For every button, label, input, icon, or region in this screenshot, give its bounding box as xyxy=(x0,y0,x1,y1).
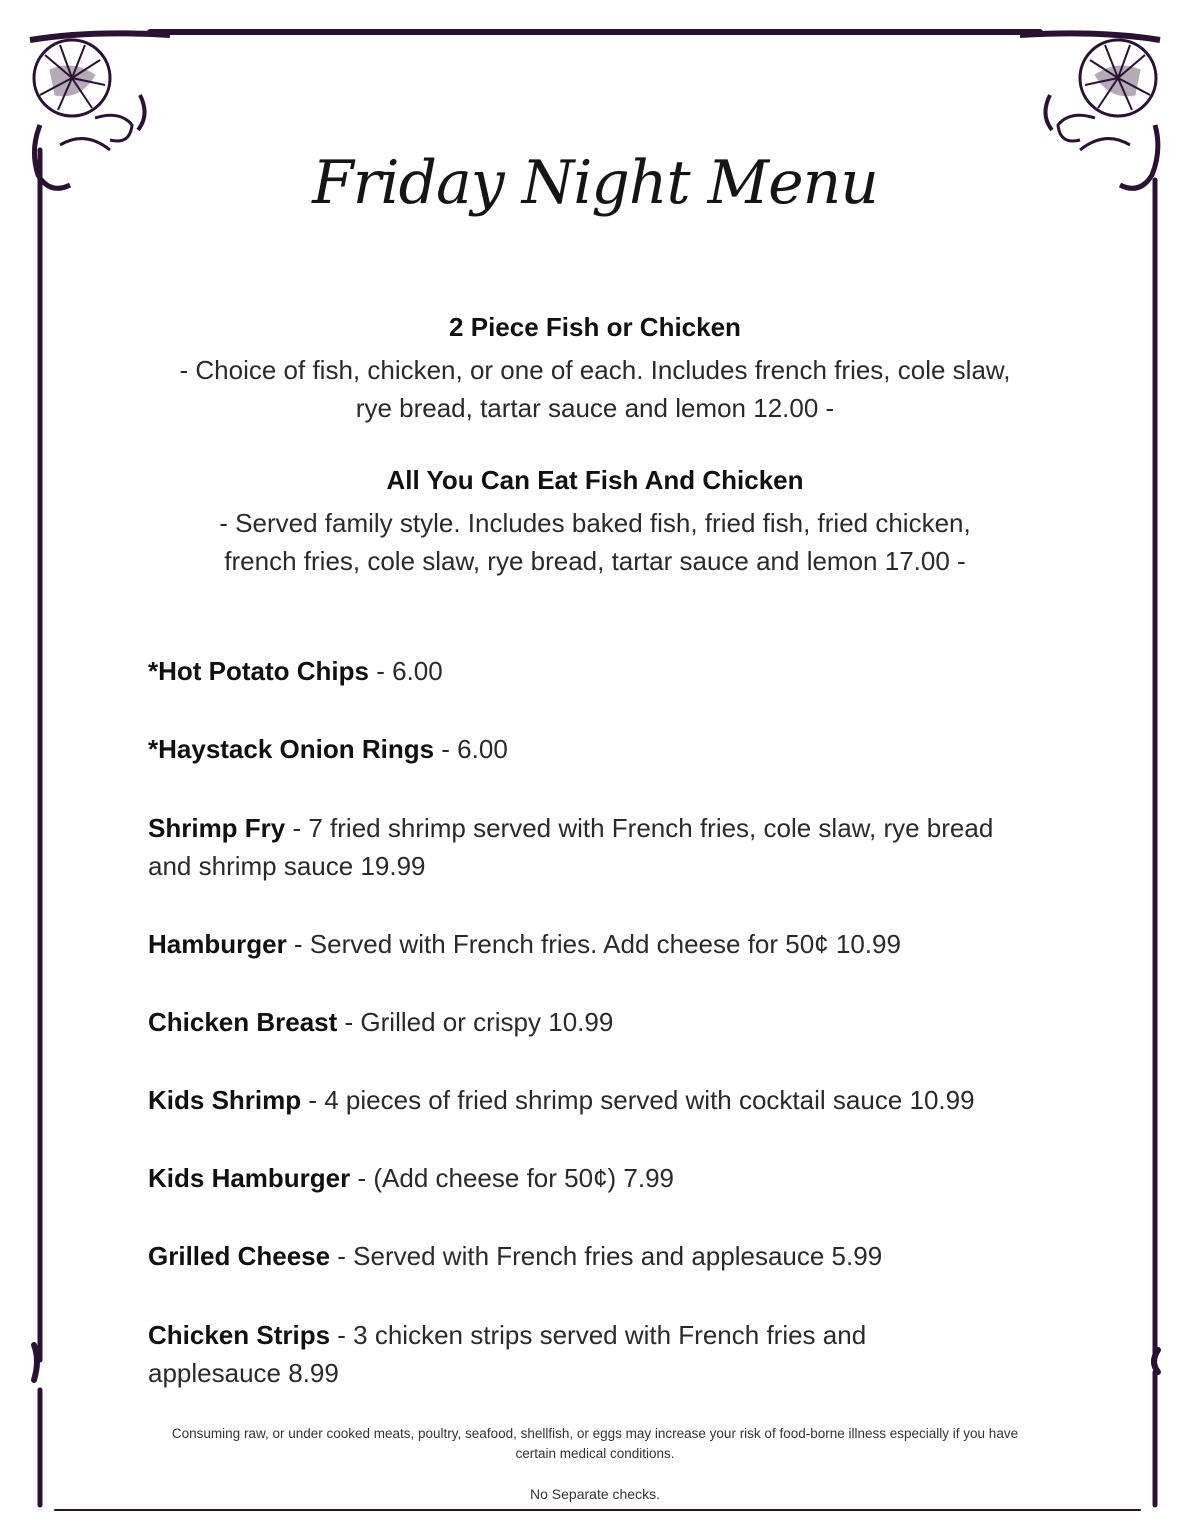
item-name: Hamburger xyxy=(148,929,287,959)
menu-item xyxy=(148,809,998,885)
item-name: Kids Shrimp xyxy=(148,1085,302,1115)
special-name: 2 Piece Fish or Chicken xyxy=(449,312,741,342)
special-item xyxy=(130,465,1060,580)
menu-item xyxy=(148,730,1028,768)
item-name: Grilled Cheese xyxy=(148,1241,331,1271)
item-name: Kids Hamburger xyxy=(148,1163,351,1193)
item-name: *Haystack Onion Rings xyxy=(148,734,435,764)
special-name: All You Can Eat Fish And Chicken xyxy=(386,465,804,495)
food-safety-disclaimer: Consuming raw, or under cooked meats, poultry, seafood, shellfish, or eggs may increase your risk of food-borne illness especially if you have certain medical conditions. xyxy=(171,1426,1019,1461)
special-desc-line: - Served family style. Includes baked fish, fried fish, fried chicken, xyxy=(219,508,971,538)
no-separate-checks-note: No Separate checks. xyxy=(530,1486,660,1502)
item-desc: - Grilled or crispy 10.99 xyxy=(337,1007,614,1037)
item-name: Chicken Strips xyxy=(148,1320,331,1350)
menu-item xyxy=(148,1159,1028,1197)
item-name: Chicken Breast xyxy=(148,1007,338,1037)
item-name: *Hot Potato Chips xyxy=(148,656,369,686)
item-desc: - 3 chicken strips served with French fries and applesauce 8.99 xyxy=(148,1320,867,1388)
item-name: Shrimp Fry xyxy=(148,813,286,843)
item-desc: - 6.00 xyxy=(434,734,508,764)
item-desc: - 7 fried shrimp served with French fries, cole slaw, rye bread and shrimp sauce 19.99 xyxy=(148,813,994,881)
special-desc-line: - Choice of fish, chicken, or one of each. Includes french fries, cole slaw, xyxy=(179,355,1011,385)
special-desc-line: french fries, cole slaw, rye bread, tartar sauce and lemon 17.00 - xyxy=(224,546,966,576)
item-desc: - 6.00 xyxy=(369,656,443,686)
item-desc: - (Add cheese for 50¢) 7.99 xyxy=(350,1163,675,1193)
special-desc-line: rye bread, tartar sauce and lemon 12.00 - xyxy=(355,393,835,423)
item-desc: - 4 pieces of fried shrimp served with cocktail sauce 10.99 xyxy=(301,1085,975,1115)
menu-title: Friday Night Menu xyxy=(312,148,878,218)
menu-item xyxy=(148,1003,1028,1041)
menu-item xyxy=(148,925,1028,963)
menu-item xyxy=(148,1316,928,1392)
menu-item xyxy=(148,1237,1028,1275)
item-desc: - Served with French fries. Add cheese for 50¢ 10.99 xyxy=(286,929,901,959)
menu-item xyxy=(148,652,1028,690)
special-item xyxy=(130,312,1060,427)
menu-item xyxy=(148,1081,1048,1119)
item-desc: - Served with French fries and applesauce 5.99 xyxy=(330,1241,883,1271)
